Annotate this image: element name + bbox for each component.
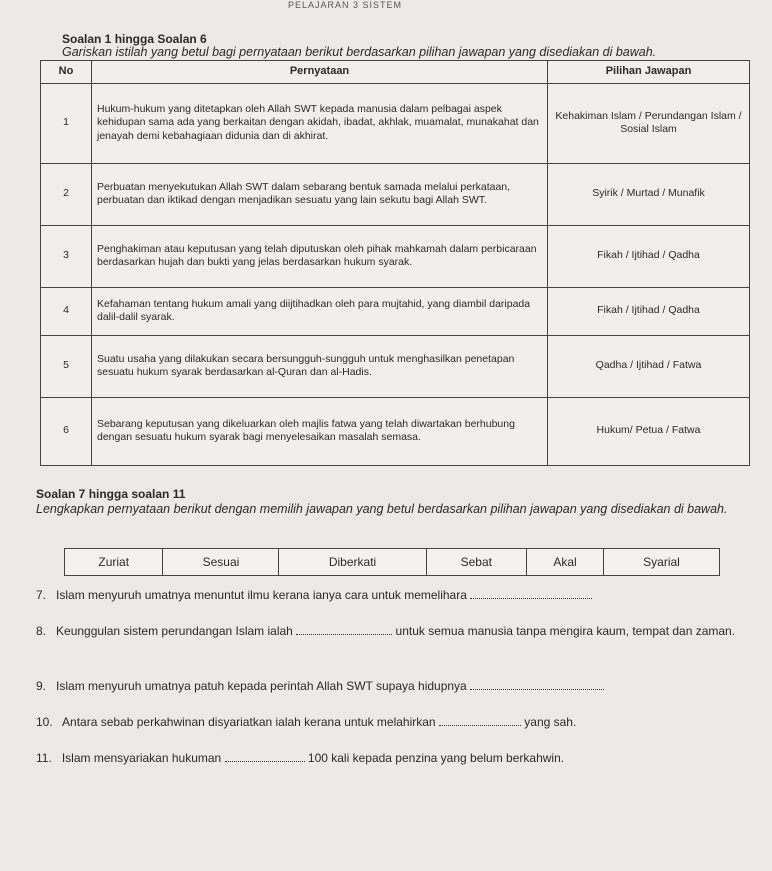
row-options[interactable]: Fikah / Ijtihad / Qadha [548,287,750,335]
question-number: 8. [36,624,47,638]
question-text-after: untuk semua manusia tanpa mengira kaum, tempat dan zaman. [395,624,736,638]
question-10 [36,712,756,732]
choice-diberkati[interactable]: Diberkati [279,549,426,576]
question-number: 10. [36,715,53,729]
question-8 [36,621,756,641]
choice-akal[interactable]: Akal [527,549,604,576]
row-no: 4 [41,287,92,335]
answer-blank[interactable] [470,678,604,690]
row-options[interactable]: Qadha / Ijtihad / Fatwa [548,335,750,397]
row-statement: Sebarang keputusan yang dikeluarkan oleh majlis fatwa yang telah diwartakan berhubung dengan sesuatu hukum syarak bagi menyelesaikan masalah semasa. [92,397,548,465]
row-no: 6 [41,397,92,465]
question-table [40,60,750,466]
table-row [41,83,750,163]
section1-title: Soalan 1 hingga Soalan 6 [62,32,207,46]
table-row [41,287,750,335]
row-statement: Kefahaman tentang hukum amali yang diijtihadkan oleh para mujtahid, yang diambil daripada dalil-dalil syarak. [92,287,548,335]
table-row [41,335,750,397]
row-statement: Hukum-hukum yang ditetapkan oleh Allah SWT kepada manusia dalam pelbagai aspek kehidupan sama ada yang berkaitan dengan akidah, ibadat, akhlak, muamalat, munakahat dan jenayah demi kebahagiaan didunia dan di akhirat. [92,83,548,163]
answer-choices [64,548,720,576]
question-text: Islam mensyariakan hukuman [61,751,222,765]
choice-syarial[interactable]: Syarial [603,549,719,576]
header-no: No [41,61,92,84]
answer-blank[interactable] [439,714,521,726]
question-text: Islam menyuruh umatnya patuh kepada perintah Allah SWT supaya hidupnya [56,679,467,693]
row-options[interactable]: Syirik / Murtad / Munafik [548,163,750,225]
table-row [41,397,750,465]
row-no: 1 [41,83,92,163]
running-head: PELAJARAN 3 SISTEM [288,0,403,10]
table-row [41,163,750,225]
row-options[interactable]: Kehakiman Islam / Perundangan Islam / Sosial Islam [548,83,750,163]
question-9 [36,676,736,696]
row-statement: Perbuatan menyekutukan Allah SWT dalam sebarang bentuk samada melalui perkataan, perbuatan dan iktikad dengan menjadikan sesuatu yang lain sekutu bagi Allah SWT. [92,163,548,225]
choice-sebat[interactable]: Sebat [426,549,526,576]
section1-instruction: Gariskan istilah yang betul bagi pernyataan berikut berdasarkan pilihan jawapan yang disediakan di bawah. [62,45,657,59]
answer-blank[interactable] [470,587,592,599]
question-text-after: 100 kali kepada penzina yang belum berkahwin. [307,751,565,765]
header-options: Pilihan Jawapan [548,61,750,84]
question-text: Keunggulan sistem perundangan Islam ialah [56,624,293,638]
question-number: 11. [36,751,52,765]
question-text: Antara sebab perkahwinan disyariatkan ialah kerana untuk melahirkan [62,715,436,729]
row-statement: Suatu usaha yang dilakukan secara bersungguh-sungguh untuk menghasilkan penetapan sesuatu hukum syarak berdasarkan al-Quran dan al-Hadis. [92,335,548,397]
section2-title: Soalan 7 hingga soalan 11 [36,487,186,501]
question-number: 7. [36,588,47,602]
table-row [41,225,750,287]
question-7 [36,585,736,605]
question-number: 9. [36,679,47,693]
question-text: Islam menyuruh umatnya menuntut ilmu kerana ianya cara untuk memelihara [56,588,467,602]
section2-instruction: Lengkapkan pernyataan berikut dengan memilih jawapan yang betul berdasarkan pilihan jawapan yang disediakan di bawah. [36,502,728,516]
answer-blank[interactable] [296,623,392,635]
header-statement: Pernyataan [92,61,548,84]
answer-blank[interactable] [225,750,305,762]
row-no: 2 [41,163,92,225]
row-no: 5 [41,335,92,397]
row-options[interactable]: Fikah / Ijtihad / Qadha [548,225,750,287]
row-no: 3 [41,225,92,287]
choice-zuriat[interactable]: Zuriat [65,549,163,576]
choice-sesuai[interactable]: Sesuai [163,549,279,576]
row-options[interactable]: Hukum/ Petua / Fatwa [548,397,750,465]
question-text-after: yang sah. [524,715,577,729]
table-header-row [41,61,750,84]
question-11 [36,748,756,768]
row-statement: Penghakiman atau keputusan yang telah diputuskan oleh pihak mahkamah dalam perbicaraan berdasarkan hujah dan bukti yang jelas berdasarkan hukum syarak. [92,225,548,287]
